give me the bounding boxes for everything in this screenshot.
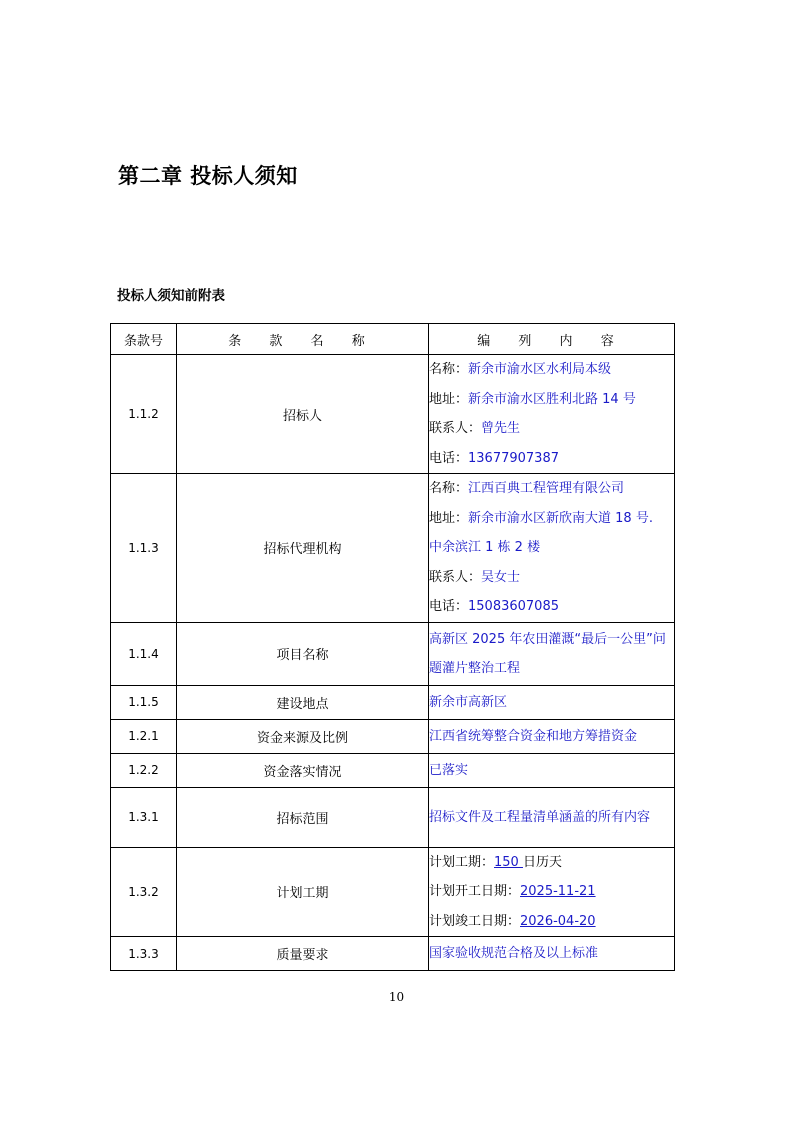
clause-number: 1.3.1 [111, 787, 177, 847]
clause-name: 建设地点 [177, 685, 429, 719]
content-value: 2025-11-21 [520, 884, 596, 899]
content-line [429, 385, 674, 415]
content-text: 已落实 [429, 762, 469, 778]
section-title: 投标人须知前附表 [117, 288, 225, 304]
clause-content [429, 622, 675, 685]
content-suffix: 日历天 [522, 854, 562, 870]
header-clause-no: 条款号 [111, 324, 177, 355]
content-label: 电话： [429, 599, 469, 614]
table-row [111, 622, 675, 685]
content-label: 名称： [429, 481, 469, 496]
content-text: 高新区 2025 年农田灌溉“最后一公里”问题灌片整治工程 [429, 631, 666, 676]
content-line [429, 563, 674, 593]
content-value: 13677907387 [468, 450, 559, 466]
table-row [111, 753, 675, 787]
content-label: 电话： [429, 450, 469, 466]
clause-number: 1.1.3 [111, 474, 177, 623]
clause-name: 招标人 [177, 355, 429, 474]
content-value: 曾先生 [481, 421, 521, 436]
content-line [429, 533, 674, 563]
content-label: 地址： [429, 510, 469, 526]
content-value: 新余市渝水区胜利北路 14 号 [468, 391, 636, 407]
page-number: 10 [388, 990, 405, 1004]
clause-number: 1.1.2 [111, 355, 177, 474]
clause-content [429, 937, 675, 971]
chapter-title: 第二章 投标人须知 [118, 164, 298, 188]
content-line [429, 877, 674, 907]
clause-content [429, 719, 675, 753]
content-value: 吴女士 [481, 569, 521, 585]
table-row [111, 474, 675, 623]
clause-content [429, 355, 675, 474]
clause-content [429, 474, 675, 623]
clause-name: 招标代理机构 [177, 474, 429, 623]
table-row [111, 355, 675, 474]
content-label: 计划开工日期： [429, 884, 521, 899]
content-label: 地址： [429, 391, 469, 407]
content-line [429, 444, 674, 474]
content-line [429, 592, 674, 622]
clause-name: 计划工期 [177, 847, 429, 937]
clause-number: 1.3.2 [111, 847, 177, 937]
clause-number: 1.1.4 [111, 622, 177, 685]
content-line [429, 848, 674, 878]
table-body [111, 355, 675, 971]
clause-name: 资金落实情况 [177, 753, 429, 787]
table-row [111, 937, 675, 971]
content-value: 中余滨江 1 栋 2 楼 [429, 540, 541, 555]
content-label: 联系人： [429, 421, 482, 436]
clause-name: 项目名称 [177, 622, 429, 685]
content-text: 新余市高新区 [429, 694, 508, 710]
content-value: 江西百典工程管理有限公司 [468, 481, 625, 496]
clause-name: 招标范围 [177, 787, 429, 847]
content-line [429, 414, 674, 444]
content-value: 2026-04-20 [520, 913, 596, 929]
clause-number: 1.2.1 [111, 719, 177, 753]
clause-number: 1.1.5 [111, 685, 177, 719]
clause-name: 资金来源及比例 [177, 719, 429, 753]
clause-name: 质量要求 [177, 937, 429, 971]
clause-number: 1.2.2 [111, 753, 177, 787]
clause-content [429, 787, 675, 847]
content-label: 名称： [429, 362, 469, 377]
content-text: 国家验收规范合格及以上标准 [429, 946, 599, 961]
clause-number: 1.3.3 [111, 937, 177, 971]
content-value: 新余市渝水区水利局本级 [468, 362, 612, 377]
content-label: 联系人： [429, 569, 482, 585]
content-text: 招标文件及工程量清单涵盖的所有内容 [429, 809, 651, 825]
table-row [111, 787, 675, 847]
content-value: 150 [494, 854, 523, 870]
table-row [111, 719, 675, 753]
clause-content [429, 753, 675, 787]
content-line [429, 355, 674, 385]
clause-content [429, 847, 675, 937]
content-text: 江西省统筹整合资金和地方筹措资金 [429, 728, 638, 744]
header-content: 编 列 内 容 [429, 324, 675, 355]
bidder-notice-table [110, 323, 675, 971]
table-header-row [111, 324, 675, 355]
content-value: 15083607085 [468, 599, 559, 614]
content-label: 计划竣工日期： [429, 913, 521, 929]
table-row [111, 685, 675, 719]
content-value: 新余市渝水区新欣南大道 18 号. [468, 510, 653, 526]
content-label: 计划工期： [429, 854, 495, 870]
table-row [111, 847, 675, 937]
content-line [429, 474, 674, 504]
content-line [429, 504, 674, 534]
content-line [429, 907, 674, 937]
header-clause-name: 条 款 名 称 [177, 324, 429, 355]
clause-content [429, 685, 675, 719]
